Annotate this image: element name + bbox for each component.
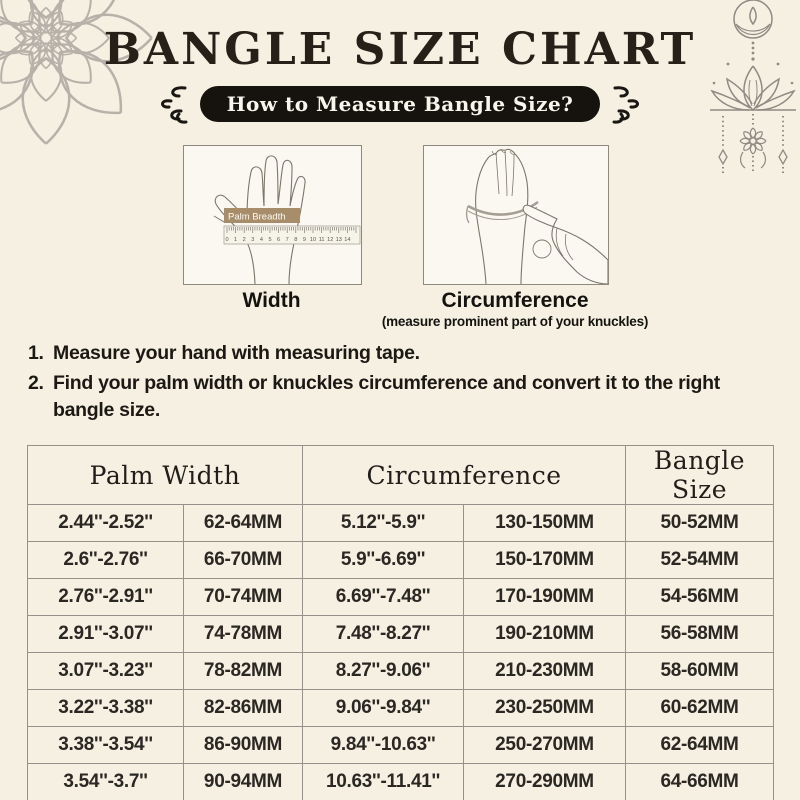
table-row [28,542,774,579]
table-cell: 3.54''-3.7'' [28,764,184,800]
table-cell: 3.38''-3.54'' [28,727,184,764]
table-cell: 130-150MM [464,505,626,542]
svg-text:14: 14 [344,237,351,243]
table-cell: 3.22''-3.38'' [28,690,184,727]
header-palm-width: Palm Width [28,446,303,505]
table-cell: 150-170MM [464,542,626,579]
table-row [28,505,774,542]
table-cell: 9.06''-9.84'' [303,690,464,727]
table-cell: 66-70MM [184,542,303,579]
svg-text:11: 11 [318,237,325,243]
svg-text:9: 9 [302,237,306,243]
table-cell: 50-52MM [626,505,774,542]
instruction-text: Measure your hand with measuring tape. [53,342,420,364]
table-cell: 2.91''-3.07'' [28,616,184,653]
table-cell: 52-54MM [626,542,774,579]
circumference-subcaption: (measure prominent part of your knuckles) [381,314,649,329]
instruction-2 [28,370,764,424]
table-cell: 56-58MM [626,616,774,653]
table-cell: 54-56MM [626,579,774,616]
size-chart-table [27,445,774,800]
svg-text:6: 6 [277,237,281,243]
instruction-number: 2. [28,372,44,394]
table-cell: 2.6''-2.76'' [28,542,184,579]
table-cell: 210-230MM [464,653,626,690]
table-cell: 250-270MM [464,727,626,764]
svg-text:1: 1 [234,237,238,243]
circumference-illustration [423,145,609,285]
svg-text:5: 5 [268,237,272,243]
table-cell: 60-62MM [626,690,774,727]
svg-text:7: 7 [285,237,289,243]
svg-text:13: 13 [335,237,342,243]
table-row [28,653,774,690]
page-title: BANGLE SIZE CHART [103,24,697,75]
knuckle-measure-illustration [424,146,608,284]
table-cell: 5.9''-6.69'' [303,542,464,579]
svg-text:2: 2 [242,237,246,243]
table-cell: 170-190MM [464,579,626,616]
table-cell: 90-94MM [184,764,303,800]
table-cell: 7.48''-8.27'' [303,616,464,653]
table-cell: 10.63''-11.41'' [303,764,464,800]
table-cell: 64-66MM [626,764,774,800]
header-bangle-size: Bangle Size [626,446,774,505]
table-cell: 70-74MM [184,579,303,616]
flourish-left-icon [155,84,191,124]
width-illustration [183,145,362,285]
badge-row [0,84,800,124]
instructions [28,340,764,427]
table-cell: 3.07''-3.23'' [28,653,184,690]
table-cell: 190-210MM [464,616,626,653]
table-cell: 9.84''-10.63'' [303,727,464,764]
width-caption: Width [242,289,301,312]
table-cell: 62-64MM [184,505,303,542]
table-cell: 5.12''-5.9'' [303,505,464,542]
table-cell: 8.27''-9.06'' [303,653,464,690]
table-body [28,505,774,800]
table-cell: 2.44''-2.52'' [28,505,184,542]
table-header-row [28,446,774,505]
svg-text:0: 0 [225,237,229,243]
table-cell: 6.69''-7.48'' [303,579,464,616]
table-cell: 58-60MM [626,653,774,690]
svg-text:3: 3 [251,237,255,243]
instruction-text: Find your palm width or knuckles circumference and convert it to the right bangle size. [53,372,720,421]
table-cell: 270-290MM [464,764,626,800]
table-cell: 62-64MM [626,727,774,764]
table-row [28,727,774,764]
table-row [28,764,774,800]
header-circumference: Circumference [303,446,626,505]
flourish-right-icon [609,84,645,124]
hand-ruler-illustration [184,146,361,284]
table-row [28,616,774,653]
table-cell: 82-86MM [184,690,303,727]
table-row [28,579,774,616]
circumference-caption: Circumference [441,289,589,312]
svg-text:4: 4 [259,237,263,243]
instruction-number: 1. [28,342,44,364]
instruction-1 [28,340,764,367]
table-cell: 74-78MM [184,616,303,653]
table-cell: 2.76''-2.91'' [28,579,184,616]
table-cell: 230-250MM [464,690,626,727]
palm-breadth-label-text: Palm Breadth [228,211,286,223]
svg-text:12: 12 [327,237,334,243]
how-to-measure-badge: How to Measure Bangle Size? [200,86,601,122]
svg-text:10: 10 [309,237,317,243]
ruler-numbers [225,237,350,243]
table-row [28,690,774,727]
svg-text:8: 8 [294,237,298,243]
table-cell: 86-90MM [184,727,303,764]
table-cell: 78-82MM [184,653,303,690]
